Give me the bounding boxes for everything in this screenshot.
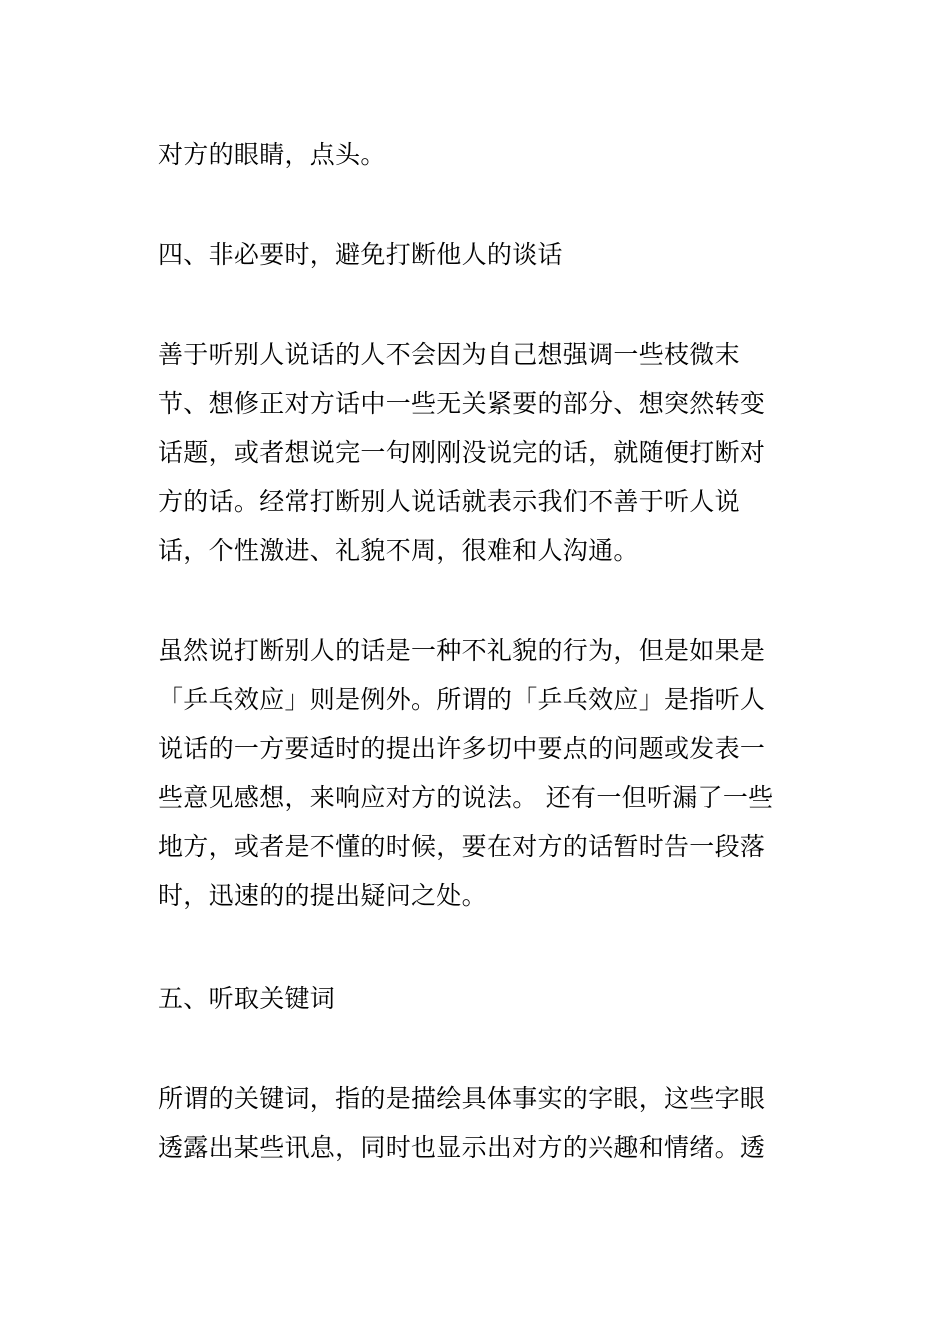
paragraph-line: 善于听别人说话的人不会因为自己想强调一些枝微末: [158, 340, 740, 369]
paragraph-line: 说话的一方要适时的提出许多切中要点的问题或发表一: [158, 734, 766, 763]
paragraph-line: 透露出某些讯息，同时也显示出对方的兴趣和情绪。透: [158, 1133, 766, 1162]
paragraph-line: 所谓的关键词，指的是描绘具体事实的字眼，这些字眼: [158, 1084, 766, 1113]
paragraph-line: 对方的眼睛，点头。: [158, 140, 386, 169]
paragraph-line: 话题，或者想说完一句刚刚没说完的话，就随便打断对: [158, 438, 766, 467]
paragraph-line: 地方，或者是不懂的时候，要在对方的话暂时告一段落: [158, 832, 766, 861]
paragraph-line: 时，迅速的的提出疑问之处。: [158, 881, 487, 910]
paragraph-line: 「乒乓效应」则是例外。所谓的「乒乓效应」是指听人: [158, 685, 766, 714]
section-heading: 五、听取关键词: [158, 984, 336, 1013]
section-heading: 四、非必要时，避免打断他人的谈话: [158, 240, 563, 269]
paragraph-line: 节、想修正对方话中一些无关紧要的部分、想突然转变: [158, 389, 766, 418]
paragraph-line: 虽然说打断别人的话是一种不礼貌的行为，但是如果是: [158, 636, 766, 665]
paragraph-line: 些意见感想，来响应对方的说法。 还有一但听漏了一些: [158, 783, 774, 812]
paragraph-line: 方的话。经常打断别人说话就表示我们不善于听人说: [158, 487, 740, 516]
paragraph-line: 话，个性激进、礼貌不周，很难和人沟通。: [158, 536, 639, 565]
